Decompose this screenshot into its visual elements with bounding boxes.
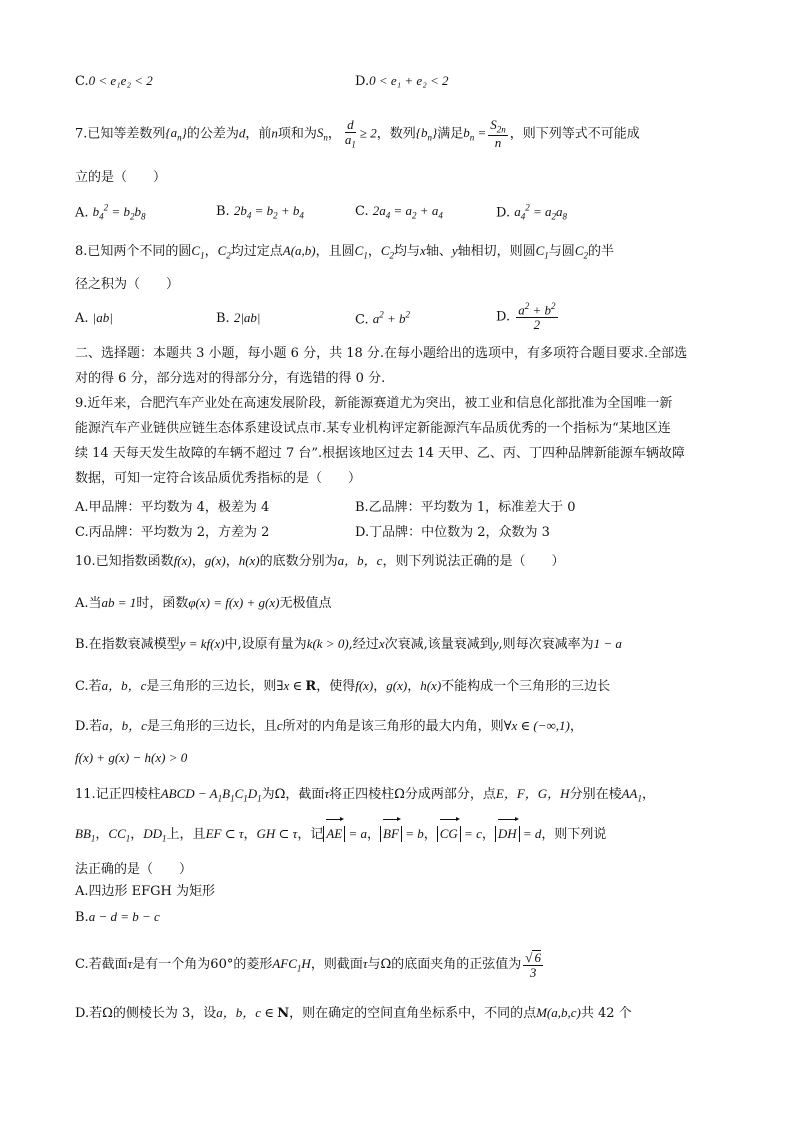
q10-option-d: D.若a，b，c是三角形的三边长，且c所对的内角是该三角形的最大内角，则∀x ∈ (−∞,1)， <box>75 718 583 734</box>
q7-option-a: A. $b_4^2 = b_2b_8$ <box>75 203 146 222</box>
q9-stem-line1: 9.近年来，合肥汽车产业处在高速发展阶段，新能源赛道尤为突出，被工业和信息化部批准为全国唯一新 <box>75 396 673 411</box>
q11-option-d: D.若Ω的侧棱长为 3，设a，b，c ∈ N，则在确定的空间直角坐标系中，不同的点M(a,b,c)共 42 个 <box>75 1005 632 1021</box>
q9-option-d: D.丁品牌：中位数为 2，众数为 3 <box>355 525 550 540</box>
q11-stem-line3: 法正确的是（ ） <box>75 862 193 877</box>
q11-stem-line2: $BB_1$，$CC_1$，$DD_1$上，且EF ⊂ τ，GH ⊂ τ，记 AE = a， BF = b， CG = c， DH = d，则下列说 <box>75 826 606 844</box>
q8-option-d: D. $\frac{a^2 + b^2}{2}$ <box>496 301 556 332</box>
q9-stem-line2: 能源汽车产业链供应链生态体系建设试点市.某专业机构评定新能源汽车品质优秀的一个指标为“某地区连 <box>75 421 671 436</box>
q10-option-d-cont: f(x) + g(x) − h(x) > 0 <box>75 750 188 765</box>
q11-stem-line1: 11.记正四棱柱ABCD − $A_1B_1C_1D_1$为Ω，截面τ将正四棱柱Ω分成两部分，点E，F，G，H分别在棱$AA_1$， <box>75 786 655 804</box>
q10-stem: 10.已知指数函数f(x)，g(x)，h(x)的底数分别为a，b，c，则下列说法正确的是（ ） <box>75 553 565 569</box>
q8-stem-line2: 径之积为（ ） <box>75 277 180 292</box>
section2-instructions-line2: 对的得 6 分，部分选对的得部分分，有选错的得 0 分. <box>75 371 386 386</box>
q9-option-a: A.甲品牌：平均数为 4，极差为 4 <box>75 500 270 515</box>
q9-option-c: C.丙品牌：平均数为 2，方差为 2 <box>75 525 270 540</box>
q7-option-c: C. $2a_4 = a_2 + a_4$ <box>355 203 443 221</box>
q8-option-a: A. |ab| <box>75 310 113 326</box>
q8-option-b: B. 2|ab| <box>216 310 261 326</box>
q6-option-c-math: 0 < e₁e₂ < 2 <box>88 73 153 88</box>
q7-option-b: B. $2b_4 = b_2 + b_4$ <box>216 203 304 221</box>
q6-option-c: C.0 < e₁e₂ < 2 <box>75 73 153 89</box>
q10-option-c: C.若a，b，c是三角形的三边长，则∃x ∈ R，使得f(x)，g(x)，h(x)不能构成一个三角形的三边长 <box>75 678 611 694</box>
q11-option-b: B.a − d = b − c <box>75 909 160 925</box>
q8-option-c: C. $a^2 + b^2$ <box>355 310 411 328</box>
section2-instructions-line1: 二、选择题：本题共 3 小题，每小题 6 分，共 18 分.在每小题给出的选项中，有多项符合题目要求.全部选 <box>75 346 688 361</box>
q7-stem-line2: 立的是（ ） <box>75 170 167 185</box>
q11-option-a: A.四边形 EFGH 为矩形 <box>75 884 216 899</box>
q7-option-d: D. $a_4^2 = a_2a_8$ <box>496 203 568 222</box>
q10-option-b: B.在指数衰减模型y = kf(x)中,设原有量为k(k > 0),经过x次衰减,该量衰减到y,则每次衰减率为1 − a <box>75 636 622 652</box>
q6-option-d: D.0 < e₁ + e₂ < 2 <box>355 73 449 89</box>
q9-stem-line3: 续 14 天每天发生故障的车辆不超过 7 台”.根据该地区过去 14 天甲、乙、丙、丁四种品牌新能源车辆故障 <box>75 446 685 461</box>
q7-stem-line1: 7.已知等差数列$\{a_n\}$的公差为d，前n项和为$S_n$， $\frac{d}{a_1}$ ≥ 2，数列$\{b_n\}$满足$b_n$ = $\frac{S_{2n}}{n}$ ，则下列等式不可能成 <box>75 117 640 151</box>
q9-option-b: B.乙品牌：平均数为 1，标准差大于 0 <box>355 500 576 515</box>
q9-stem-line4: 数据，可知一定符合该品质优秀指标的是（ ） <box>75 471 362 486</box>
q11-option-c: C.若截面τ是有一个角为60°的菱形$AFC_1H$，则截面τ与Ω的底面夹角的正弦值为 $\frac{√ 6}{3}$ <box>75 950 541 980</box>
q10-option-a: A.当ab = 1时，函数φ(x) = f(x) + g(x)无极值点 <box>75 595 332 611</box>
q6-option-d-math: 0 < e₁ + e₂ < 2 <box>369 73 449 88</box>
q8-stem-line1: 8.已知两个不同的圆$C_1$，$C_2$均过定点A(a,b)，且圆$C_1$，$C_2$均与x轴、y轴相切，则圆$C_1$与圆$C_2$的半 <box>75 243 614 261</box>
